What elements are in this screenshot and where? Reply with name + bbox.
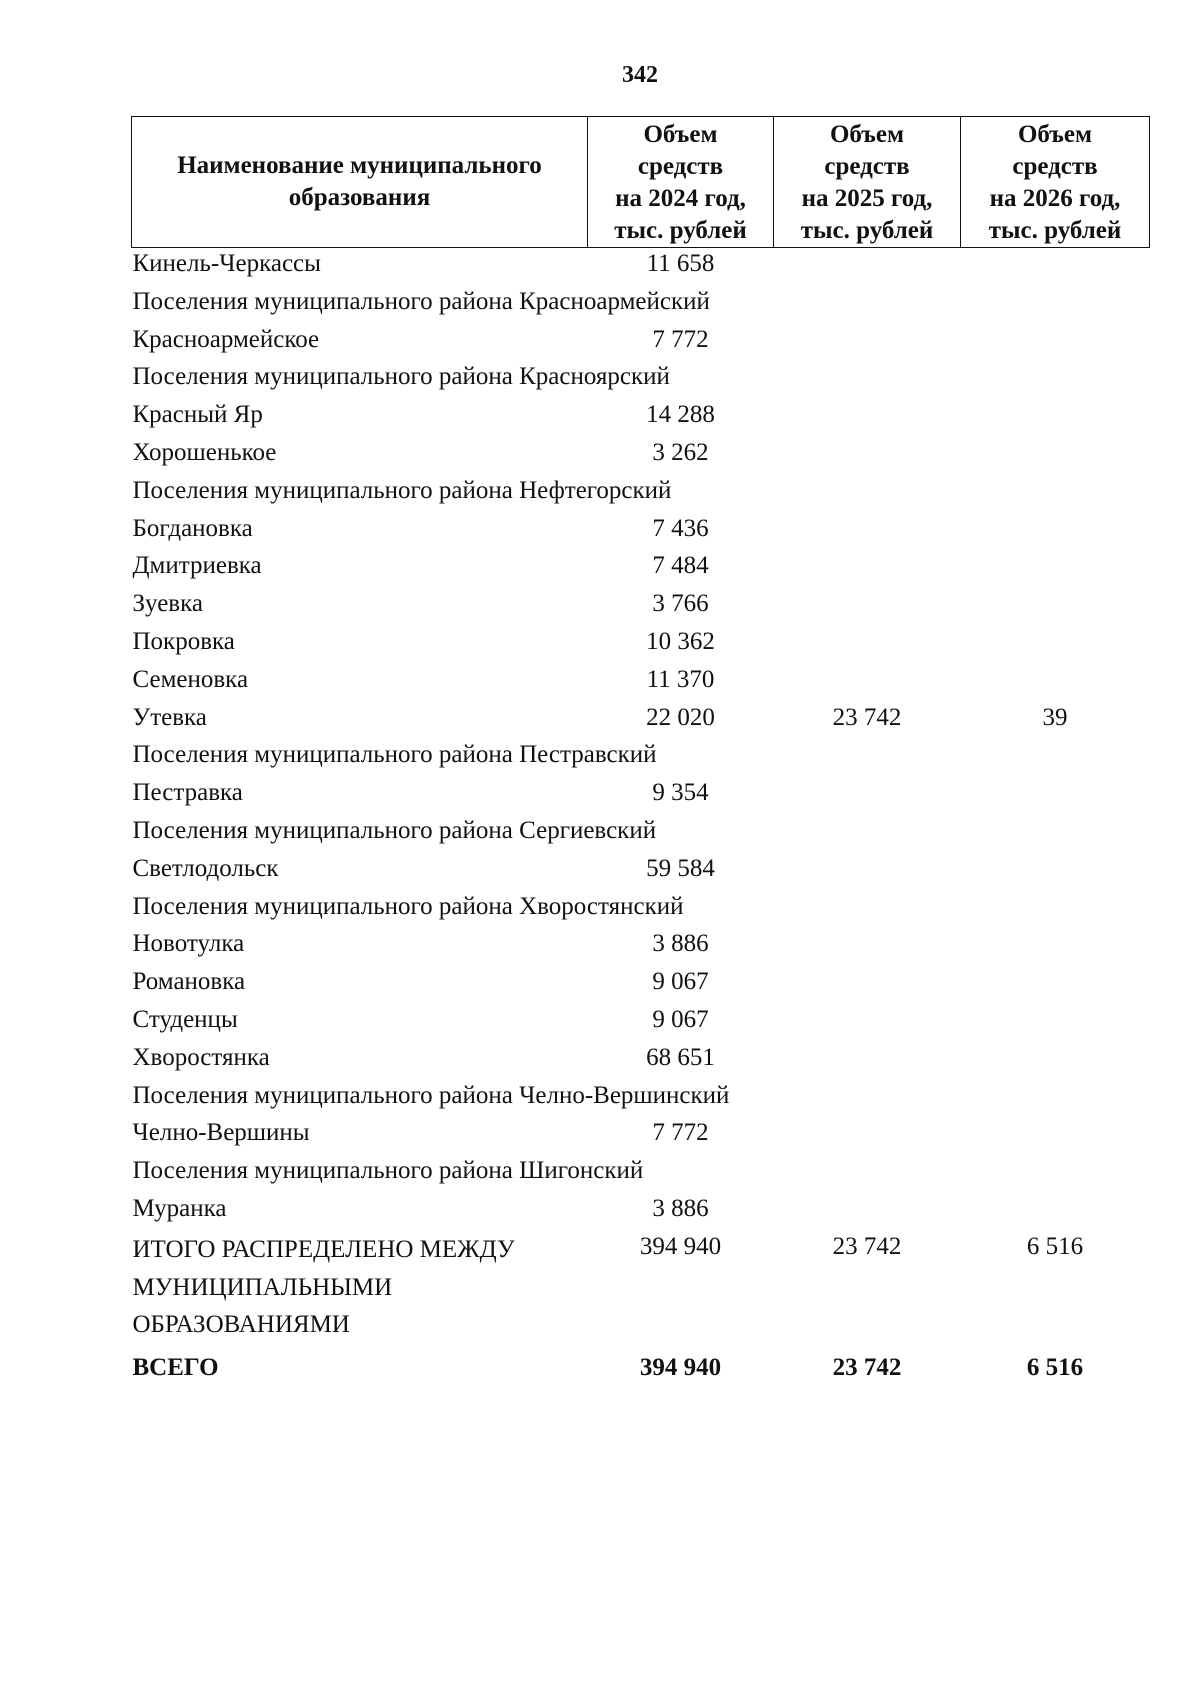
- amount-2024-cell: 3 262: [652, 438, 709, 466]
- municipality-name-cell: Зуевка: [132, 590, 203, 618]
- amount-2024-cell: 11 658: [646, 250, 715, 277]
- amount-2026-cell: [961, 928, 1150, 966]
- amount-2025-cell: [774, 853, 961, 891]
- municipality-name-cell: Романовка: [132, 968, 246, 996]
- table-row: [132, 1117, 1150, 1155]
- district-group-row: [132, 361, 1150, 399]
- district-group-row: [132, 815, 1150, 853]
- table-body: [132, 248, 1150, 1390]
- table-row: [132, 664, 1150, 702]
- municipality-name-cell: Студенцы: [132, 1005, 238, 1033]
- district-group-row: [132, 1155, 1150, 1193]
- amount-2025-cell: [774, 550, 961, 588]
- header-municipality-name: [132, 117, 588, 248]
- table-row: [132, 550, 1150, 588]
- amount-2025-cell: [774, 777, 961, 815]
- district-group-row: [132, 1080, 1150, 1118]
- amount-2024-cell: 9 067: [652, 968, 709, 996]
- amount-2024-cell: 7 436: [652, 514, 709, 542]
- municipality-name-cell: ИТОГО РАСПРЕДЕЛЕНО МЕЖДУ МУНИЦИПАЛЬНЫМИ ОБРАЗОВАНИЯМИ: [132, 1235, 515, 1339]
- municipality-name-cell: Челно-Вершины: [132, 1119, 310, 1147]
- district-group-label: Поселения муниципального района Сергиевский: [132, 816, 657, 844]
- district-group-label: Поселения муниципального района Нефтегорский: [132, 476, 672, 504]
- amount-2026-cell: [961, 664, 1150, 702]
- table-row: [132, 1193, 1150, 1231]
- municipality-name-cell: Утевка: [132, 703, 207, 731]
- municipality-name-cell: Новотулка: [132, 930, 245, 958]
- amount-2026-cell: [961, 1042, 1150, 1080]
- amount-2026-cell: [961, 324, 1150, 362]
- amount-2025-cell: 23 742: [832, 1354, 902, 1382]
- municipality-name-cell: ВСЕГО: [132, 1354, 219, 1382]
- header-line: образования: [288, 184, 431, 211]
- table-row: [132, 324, 1150, 362]
- district-group-row: [132, 286, 1150, 324]
- district-group-label: Поселения муниципального района Красноярский: [132, 363, 670, 391]
- amount-2026-cell: [961, 1193, 1150, 1231]
- amount-2025-cell: [774, 966, 961, 1004]
- amount-2025-cell: [774, 928, 961, 966]
- municipality-name-cell: Красноармейское: [132, 325, 320, 353]
- amount-2024-cell: 3 886: [652, 1194, 709, 1222]
- amount-2026-cell: 6 516: [1026, 1354, 1084, 1382]
- table-row: [132, 626, 1150, 664]
- amount-2025-cell: [774, 1042, 961, 1080]
- amount-2024-cell: 11 370: [646, 665, 715, 693]
- total-row: [132, 1231, 1150, 1344]
- municipality-name-cell: Покровка: [132, 627, 235, 655]
- header-line: тыс. рублей: [988, 217, 1122, 244]
- table-row: [132, 437, 1150, 475]
- amount-2025-cell: [774, 1117, 961, 1155]
- district-group-label: Поселения муниципального района Шигонский: [132, 1157, 644, 1185]
- amount-2026-cell: 39: [1042, 703, 1068, 731]
- header-line: Объем: [829, 121, 905, 148]
- amount-2024-cell: 9 067: [652, 1005, 709, 1033]
- municipality-name-cell: Богдановка: [132, 514, 253, 542]
- table-row: [132, 1004, 1150, 1042]
- amount-2025-cell: [774, 664, 961, 702]
- amount-2024-cell: 7 484: [652, 552, 709, 580]
- amount-2026-cell: [961, 399, 1150, 437]
- district-group-label: Поселения муниципального района Хворостянский: [132, 892, 684, 920]
- amount-2026-cell: [961, 853, 1150, 891]
- table-row: [132, 513, 1150, 551]
- table-row: [132, 966, 1150, 1004]
- amount-2024-cell: 9 354: [652, 779, 709, 807]
- district-group-row: [132, 739, 1150, 777]
- amount-2025-cell: [774, 513, 961, 551]
- amount-2026-cell: [961, 550, 1150, 588]
- header-amount-2025: [774, 117, 961, 248]
- table-row: [132, 702, 1150, 740]
- header-line: на 2024 год,: [615, 185, 746, 212]
- amount-2025-cell: [774, 399, 961, 437]
- table-row: [132, 399, 1150, 437]
- amount-2026-cell: [961, 513, 1150, 551]
- table-row: [132, 928, 1150, 966]
- municipality-name-cell: Хорошенькое: [132, 438, 277, 466]
- header-line: тыс. рублей: [800, 217, 934, 244]
- municipality-name-cell: Пестравка: [132, 779, 243, 807]
- amount-2024-cell: 14 288: [646, 401, 715, 429]
- amount-2024-cell: 3 766: [652, 590, 709, 618]
- header-line: на 2026 год,: [989, 185, 1121, 212]
- amount-2024-cell: 394 940: [639, 1354, 722, 1382]
- amount-2026-cell: [961, 248, 1150, 286]
- header-line: Наименование муниципального: [177, 152, 542, 179]
- header-amount-2024: [588, 117, 774, 248]
- amount-2024-cell: 3 886: [652, 930, 709, 958]
- amount-2026-cell: [961, 588, 1150, 626]
- amount-2025-cell: 23 742: [832, 1232, 902, 1260]
- municipality-name-cell: Дмитриевка: [132, 552, 262, 580]
- table-row: [132, 777, 1150, 815]
- header-amount-2026: [961, 117, 1150, 248]
- table-row: [132, 853, 1150, 891]
- amount-2025-cell: [774, 324, 961, 362]
- municipality-name-cell: Муранка: [132, 1194, 227, 1222]
- table-row: [132, 1042, 1150, 1080]
- amount-2024-cell: 59 584: [646, 854, 715, 882]
- municipality-name-cell: Кинель-Черкассы: [132, 250, 321, 277]
- district-group-label: Поселения муниципального района Красноармейский: [132, 287, 710, 315]
- amount-2024-cell: 22 020: [646, 703, 715, 731]
- amount-2024-cell: 7 772: [652, 1119, 709, 1147]
- district-group-label: Поселения муниципального района Пестравский: [132, 741, 657, 769]
- amount-2024-cell: 10 362: [646, 627, 715, 655]
- municipality-name-cell: Семеновка: [132, 665, 249, 693]
- header-line: Объем: [1017, 121, 1093, 148]
- district-group-label: Поселения муниципального района Челно-Вершинский: [132, 1081, 730, 1109]
- header-line: средств: [637, 153, 724, 180]
- header-line: средств: [1012, 153, 1098, 180]
- amount-2025-cell: [774, 588, 961, 626]
- amount-2026-cell: [961, 1117, 1150, 1155]
- allocation-table: [131, 116, 1150, 1390]
- amount-2026-cell: 6 516: [1026, 1232, 1084, 1260]
- table-header-row: [132, 117, 1150, 248]
- amount-2026-cell: [961, 437, 1150, 475]
- table-row: [132, 588, 1150, 626]
- amount-2024-cell: 68 651: [646, 1043, 715, 1071]
- page-number: 342: [622, 62, 658, 88]
- district-group-row: [132, 475, 1150, 513]
- amount-2025-cell: [774, 1004, 961, 1042]
- grand-total-row: [132, 1344, 1150, 1390]
- municipality-name-cell: Красный Яр: [132, 401, 263, 429]
- municipality-name-cell: Хворостянка: [132, 1043, 270, 1071]
- header-line: тыс. рублей: [614, 217, 747, 244]
- amount-2025-cell: 23 742: [832, 703, 902, 731]
- header-line: на 2025 год,: [801, 185, 933, 212]
- municipality-name-cell: Светлодольск: [132, 854, 279, 882]
- district-group-row: [132, 891, 1150, 929]
- amount-2025-cell: [774, 1193, 961, 1231]
- table-row: [132, 248, 1150, 286]
- amount-2025-cell: [774, 437, 961, 475]
- amount-2025-cell: [774, 248, 961, 286]
- amount-2026-cell: [961, 777, 1150, 815]
- amount-2026-cell: [961, 966, 1150, 1004]
- header-line: средств: [824, 153, 910, 180]
- allocation-table-container: [131, 116, 1149, 1390]
- amount-2026-cell: [961, 626, 1150, 664]
- amount-2026-cell: [961, 1004, 1150, 1042]
- header-line: Объем: [643, 121, 718, 148]
- amount-2025-cell: [774, 626, 961, 664]
- amount-2024-cell: 394 940: [639, 1232, 722, 1260]
- amount-2024-cell: 7 772: [652, 325, 709, 353]
